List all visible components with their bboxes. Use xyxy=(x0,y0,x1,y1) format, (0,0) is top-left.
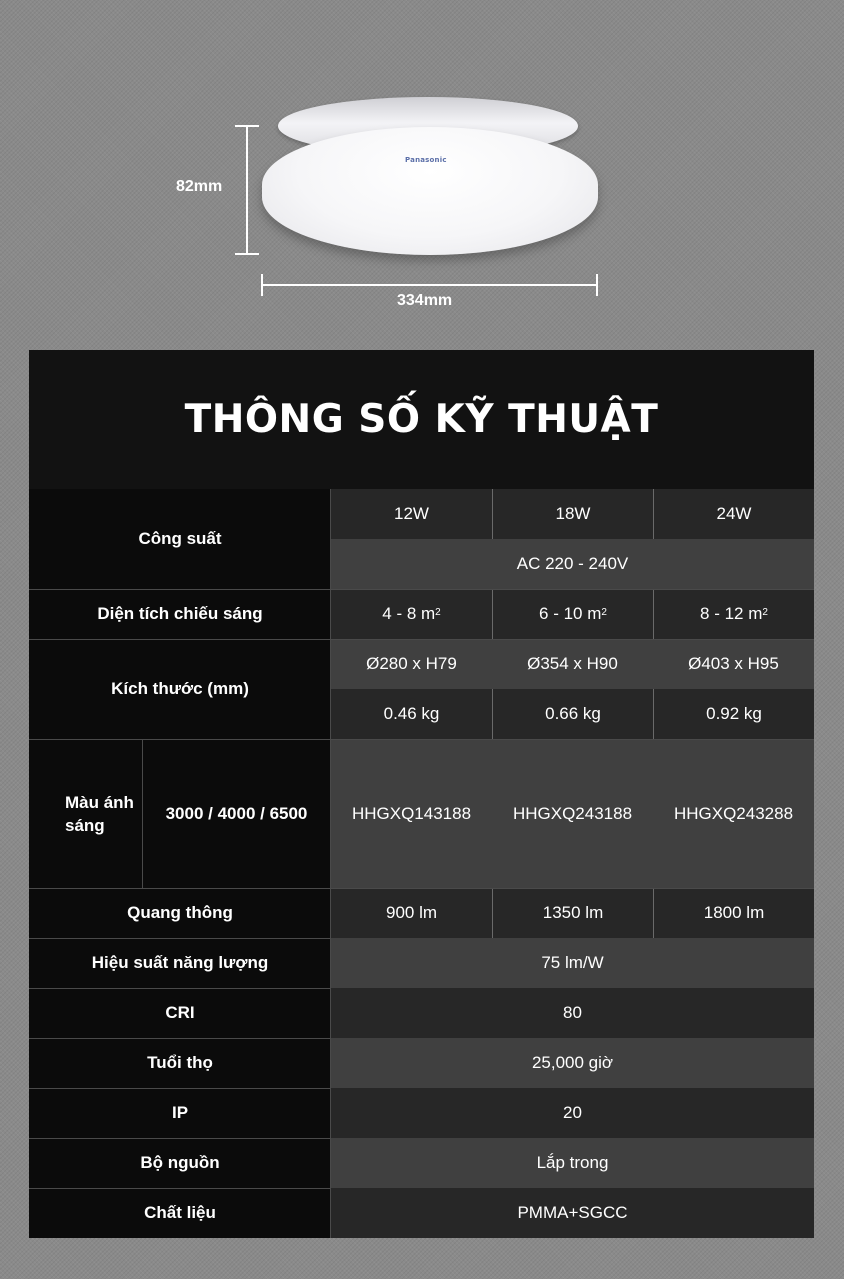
row-divider xyxy=(29,1088,331,1089)
height-dimension-cap-top xyxy=(235,125,259,127)
row-divider xyxy=(29,988,331,989)
color-temps-value: 3000 / 4000 / 6500 xyxy=(142,739,331,888)
row-divider xyxy=(29,888,814,889)
lifetime-value: 25,000 giờ xyxy=(331,1038,814,1088)
ip-label: IP xyxy=(29,1088,331,1138)
cri-label: CRI xyxy=(29,988,331,1038)
color-label: Màu ánh sáng xyxy=(29,739,142,888)
product-illustration xyxy=(0,0,844,345)
area-value-3-sup: 2 xyxy=(762,606,768,618)
spec-table xyxy=(29,350,814,1238)
size-label: Kích thước (mm) xyxy=(29,639,331,739)
row-divider xyxy=(29,739,814,740)
power-value-18w: 18W xyxy=(492,489,653,539)
ip-value: 20 xyxy=(331,1088,814,1138)
row-divider xyxy=(29,1038,331,1039)
height-dimension-label: 82mm xyxy=(176,178,223,195)
model-value-3: HHGXQ243288 xyxy=(653,739,814,888)
dimension-value-3: Ø403 x H95 xyxy=(653,639,814,689)
flux-label: Quang thông xyxy=(29,888,331,938)
efficiency-value: 75 lm/W xyxy=(331,938,814,988)
row-divider xyxy=(29,938,331,939)
efficiency-label: Hiệu suất năng lượng xyxy=(29,938,331,988)
weight-value-1: 0.46 kg xyxy=(331,689,492,739)
weight-value-3: 0.92 kg xyxy=(653,689,814,739)
area-value-1-sup: 2 xyxy=(435,606,441,618)
driver-value: Lắp trong xyxy=(331,1138,814,1188)
voltage-value: AC 220 - 240V xyxy=(331,539,814,589)
dimension-value-1: Ø280 x H79 xyxy=(331,639,492,689)
cri-value: 80 xyxy=(331,988,814,1038)
area-value-2-sup: 2 xyxy=(601,606,607,618)
flux-value-3: 1800 lm xyxy=(653,888,814,938)
width-dimension-cap-right xyxy=(596,274,598,296)
area-label: Diện tích chiếu sáng xyxy=(29,589,331,639)
width-dimension-line xyxy=(262,284,597,286)
power-value-24w: 24W xyxy=(653,489,814,539)
area-value-1-text: 4 - 8 m xyxy=(382,604,436,623)
power-label: Công suất xyxy=(29,489,331,589)
area-value-3-text: 8 - 12 m xyxy=(700,604,763,623)
width-dimension-label: 334mm xyxy=(397,292,453,309)
ceiling-lamp-image xyxy=(262,127,598,255)
material-value: PMMA+SGCC xyxy=(331,1188,814,1238)
lifetime-label: Tuổi thọ xyxy=(29,1038,331,1088)
height-dimension-line xyxy=(246,126,248,254)
width-dimension-cap-left xyxy=(261,274,263,296)
height-dimension-cap-bottom xyxy=(235,253,259,255)
brand-logo: Panasonic xyxy=(405,156,447,164)
model-value-1: HHGXQ143188 xyxy=(331,739,492,888)
area-value-3 xyxy=(653,589,814,639)
area-value-2 xyxy=(492,589,653,639)
material-label: Chất liệu xyxy=(29,1188,331,1238)
row-divider xyxy=(29,589,814,590)
area-value-2-text: 6 - 10 m xyxy=(539,604,602,623)
power-value-12w: 12W xyxy=(331,489,492,539)
area-value-1 xyxy=(331,589,492,639)
flux-value-2: 1350 lm xyxy=(492,888,653,938)
column-divider xyxy=(330,489,331,1238)
driver-label: Bộ nguồn xyxy=(29,1138,331,1188)
dimension-value-2: Ø354 x H90 xyxy=(492,639,653,689)
row-divider xyxy=(29,1138,331,1139)
row-divider xyxy=(29,1188,331,1189)
spec-title: THÔNG SỐ KỸ THUẬT xyxy=(184,397,659,442)
model-value-2: HHGXQ243188 xyxy=(492,739,653,888)
color-column-divider xyxy=(142,739,143,888)
flux-value-1: 900 lm xyxy=(331,888,492,938)
row-divider xyxy=(29,639,814,640)
weight-value-2: 0.66 kg xyxy=(492,689,653,739)
